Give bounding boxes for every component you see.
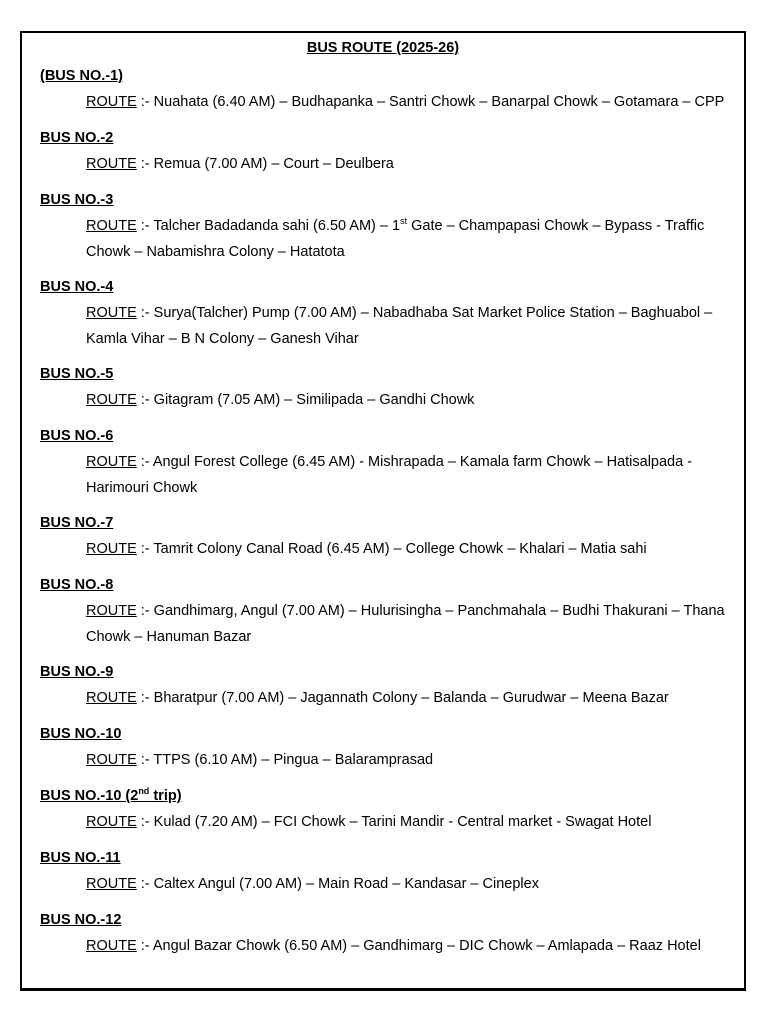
bus-entry-6: [40, 427, 734, 501]
bus-heading: BUS NO.-7: [40, 515, 114, 531]
route-line: [40, 536, 734, 562]
bus-entry-10: [40, 725, 734, 773]
route-label: ROUTE: [86, 392, 137, 408]
route-label: ROUTE: [86, 541, 137, 557]
bus-heading: BUS NO.-12: [40, 912, 122, 928]
route-line: [40, 449, 734, 501]
route-line: [40, 685, 734, 711]
route-label: ROUTE: [86, 305, 137, 321]
route-text: :- Caltex Angul (7.00 AM) – Main Road – Kandasar – Cineplex: [140, 876, 539, 892]
route-label: ROUTE: [86, 603, 137, 619]
route-label: ROUTE: [86, 752, 137, 768]
route-label: ROUTE: [86, 454, 137, 470]
route-text: :- TTPS (6.10 AM) – Pingua – Balaramprasad: [140, 752, 434, 768]
page-title: BUS ROUTE (2025-26): [306, 40, 460, 56]
bus-entry-1: [40, 67, 734, 115]
bus-entry-2: [40, 129, 734, 177]
bus-heading: BUS NO.-11: [40, 850, 121, 866]
route-text: :- Remua (7.00 AM) – Court – Deulbera: [140, 156, 394, 172]
bus-entry-10-second-trip: [40, 787, 734, 835]
route-label: ROUTE: [86, 218, 137, 234]
bus-heading: [40, 787, 734, 805]
route-line: [40, 933, 734, 959]
route-label: ROUTE: [86, 876, 137, 892]
route-text: :- Angul Bazar Chowk (6.50 AM) – Gandhimarg – DIC Chowk – Amlapada – Raaz Hotel: [140, 938, 701, 954]
route-text: :- Angul Forest College (6.45 AM) - Mishrapada – Kamala farm Chowk – Hatisalpada - Harimouri Chowk: [86, 454, 693, 496]
bus-heading: BUS NO.-8: [40, 577, 114, 593]
route-text-part-1: :- Talcher Badadanda sahi (6.50 AM) – 1: [140, 218, 401, 234]
bus-heading-part-1: BUS NO.-10 (2: [40, 788, 139, 804]
route-label: ROUTE: [86, 938, 137, 954]
bus-heading: BUS NO.-4: [40, 279, 114, 295]
bus-entry-7: [40, 514, 734, 562]
route-line: [40, 871, 734, 897]
bus-entry-9: [40, 663, 734, 711]
route-line: [40, 213, 734, 265]
route-line: [40, 387, 734, 413]
route-line: [40, 89, 734, 115]
bus-entry-3: [40, 191, 734, 265]
route-label: ROUTE: [86, 814, 137, 830]
route-text: :- Kulad (7.20 AM) – FCI Chowk – Tarini Mandir - Central market - Swagat Hotel: [140, 814, 652, 830]
route-text: :- Gitagram (7.05 AM) – Similipada – Gandhi Chowk: [140, 392, 475, 408]
bus-heading: BUS NO.-10: [40, 726, 122, 742]
bus-entry-11: [40, 849, 734, 897]
bus-heading-part-2: trip): [149, 788, 182, 804]
route-text: :- Nuahata (6.40 AM) – Budhapanka – Santri Chowk – Banarpal Chowk – Gotamara – CPP: [140, 94, 725, 110]
bus-heading: BUS NO.-2: [40, 130, 114, 146]
route-line: [40, 809, 734, 835]
bus-heading: BUS NO.-9: [40, 664, 114, 680]
bus-heading: BUS NO.-5: [40, 366, 114, 382]
bus-entry-8: [40, 576, 734, 650]
route-text: :- Gandhimarg, Angul (7.00 AM) – Hulurisingha – Panchmahala – Budhi Thakurani – Thana Chowk – Hanuman Bazar: [86, 603, 725, 645]
document-frame: [20, 31, 746, 991]
bus-heading: BUS NO.-3: [40, 192, 114, 208]
ordinal-suffix: nd: [138, 786, 150, 797]
route-label: ROUTE: [86, 156, 137, 172]
bus-entry-5: [40, 365, 734, 413]
route-text: :- Tamrit Colony Canal Road (6.45 AM) – College Chowk – Khalari – Matia sahi: [140, 541, 647, 557]
route-line: [40, 300, 734, 352]
bus-entry-12: [40, 911, 734, 959]
route-label: ROUTE: [86, 94, 137, 110]
bus-entry-4: [40, 278, 734, 352]
bus-heading: (BUS NO.-1): [40, 68, 123, 84]
route-line: [40, 747, 734, 773]
route-line: [40, 151, 734, 177]
route-line: [40, 598, 734, 650]
route-text: :- Bharatpur (7.00 AM) – Jagannath Colony – Balanda – Gurudwar – Meena Bazar: [140, 690, 669, 706]
route-text-part-2: Gate – Champapasi Chowk – Bypass - Traffic Chowk – Nabamishra Colony – Hatatota: [86, 218, 705, 260]
bus-heading: BUS NO.-6: [40, 428, 114, 444]
route-text: :- Surya(Talcher) Pump (7.00 AM) – Nabadhaba Sat Market Police Station – Baghuabol – Kamla Vihar – B N Colony – Ganesh Vihar: [86, 305, 713, 347]
route-label: ROUTE: [86, 690, 137, 706]
ordinal-suffix: st: [400, 216, 408, 227]
